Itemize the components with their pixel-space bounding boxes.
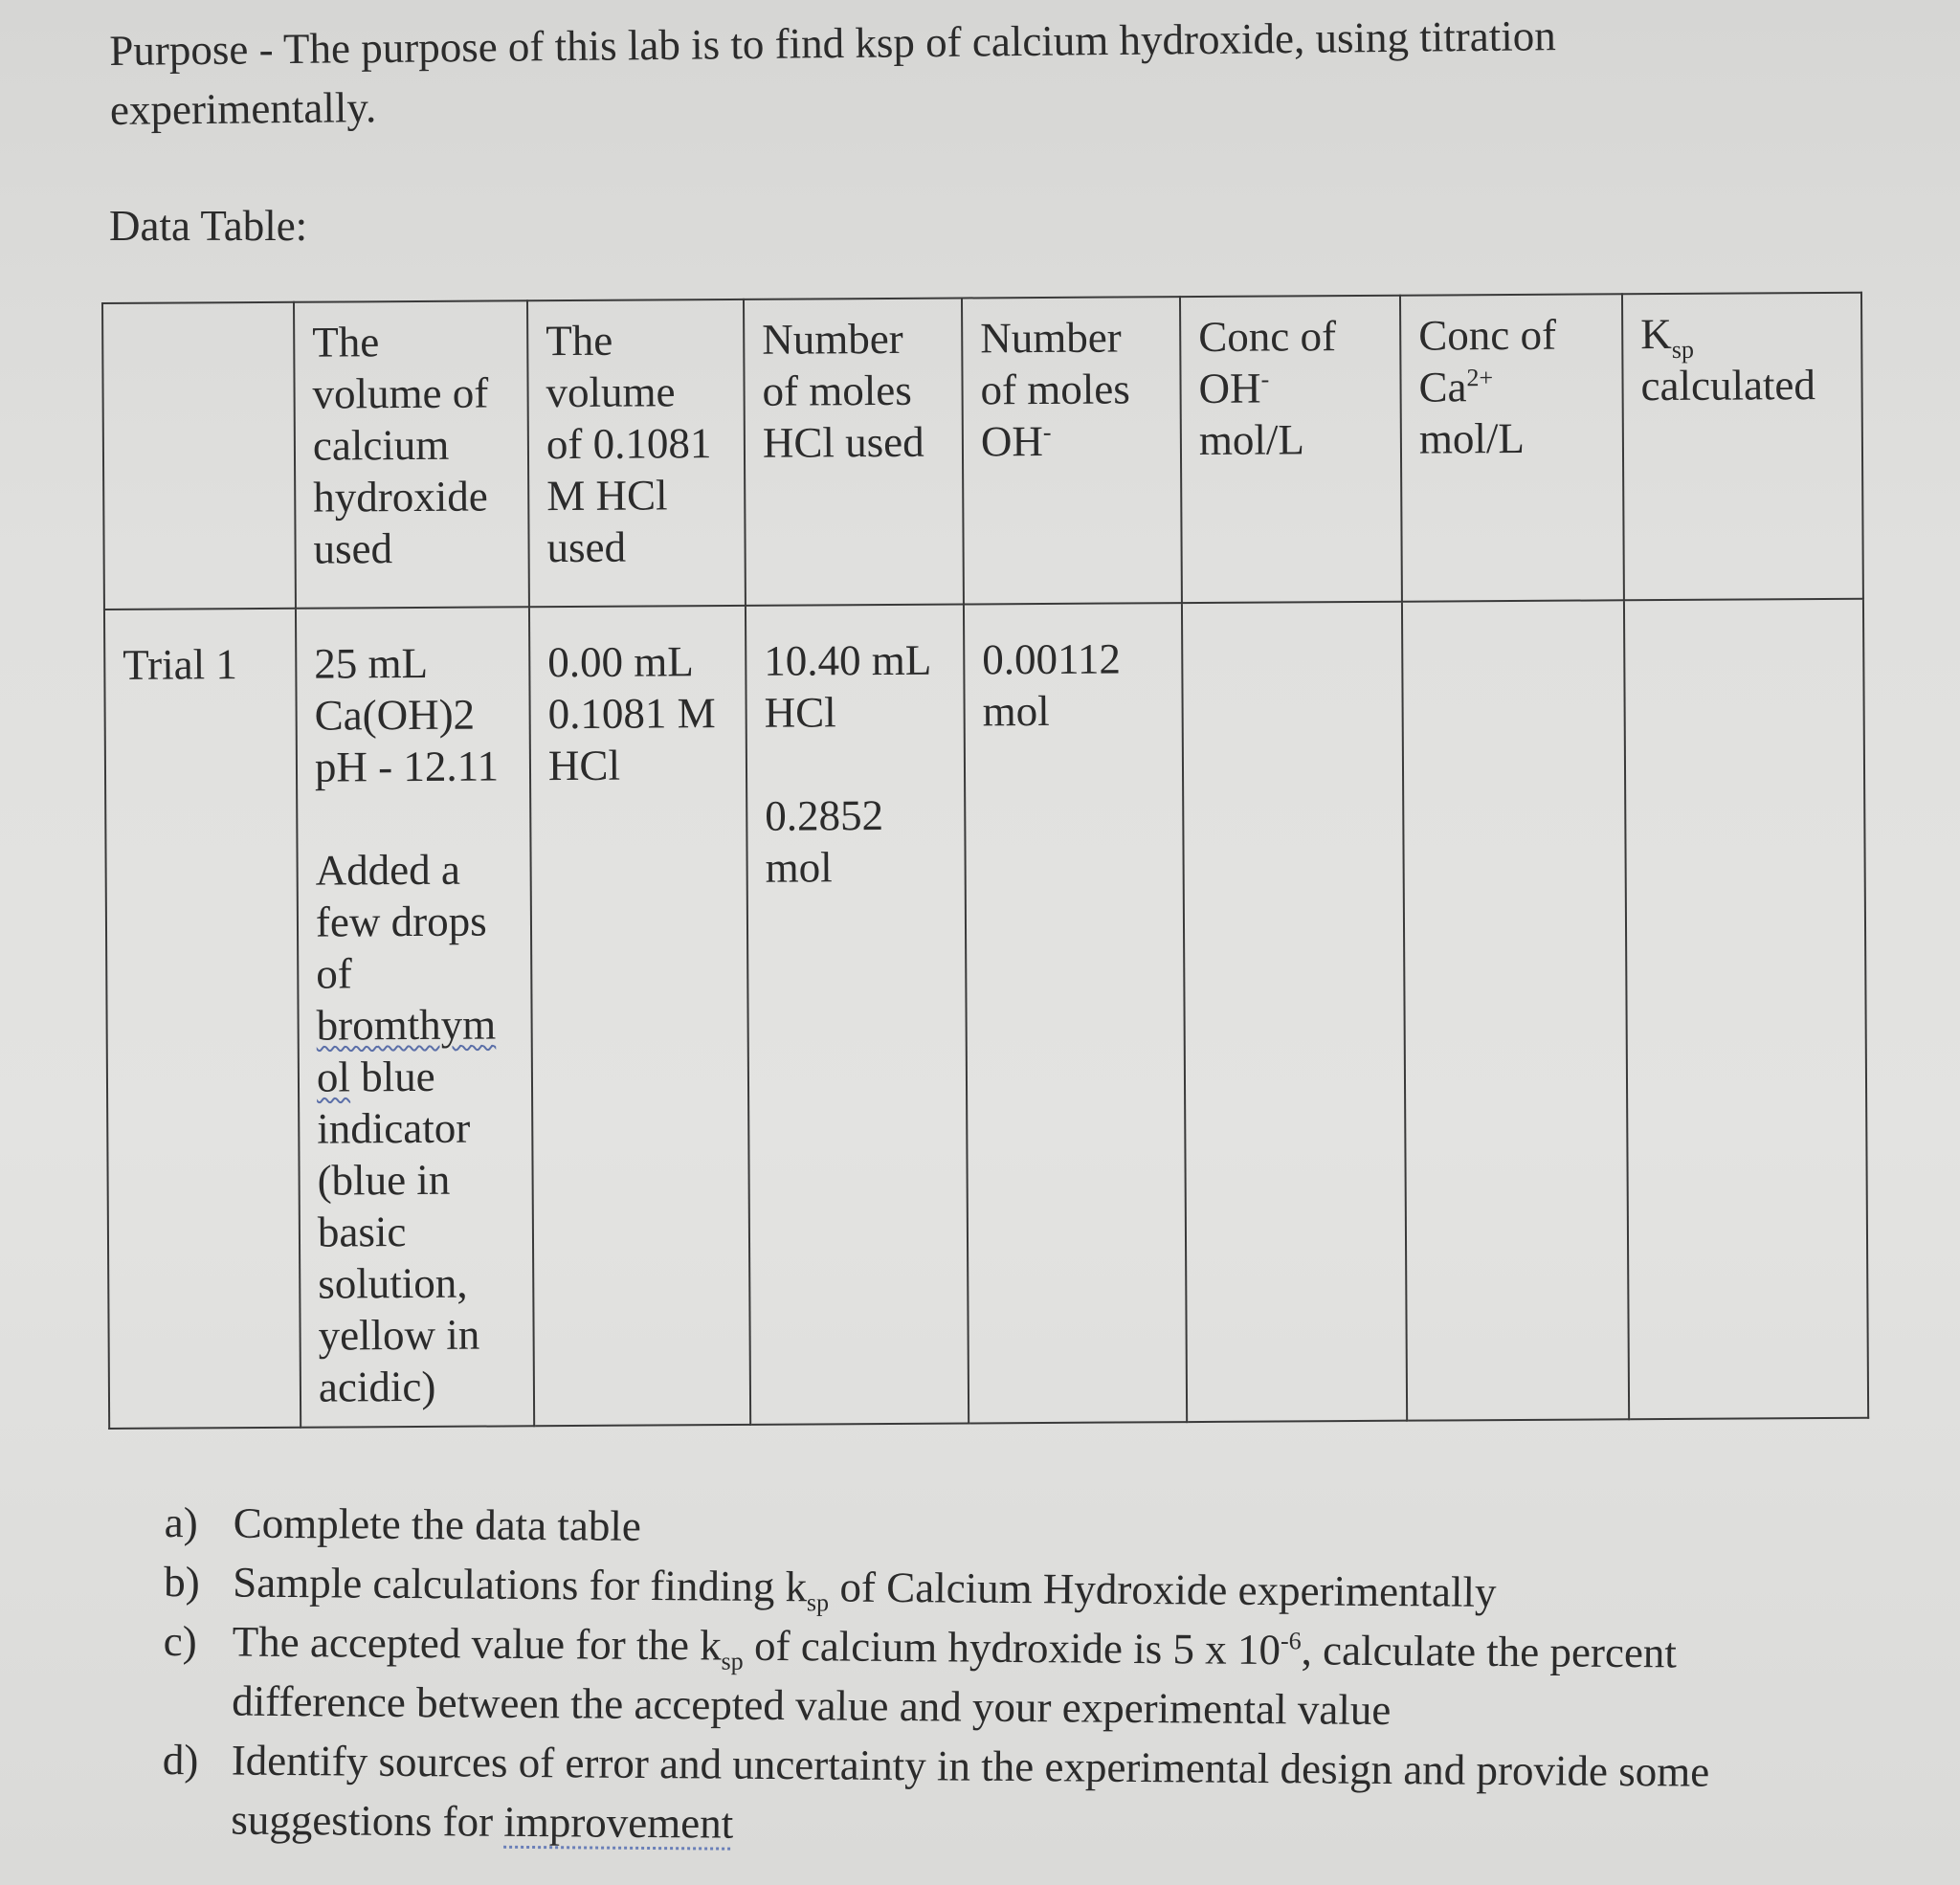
trial-1-conc-oh	[1182, 602, 1407, 1422]
trial-1-conc-ca	[1402, 600, 1629, 1420]
table-header-row	[102, 293, 1863, 610]
purpose-paragraph	[109, 4, 1737, 140]
header-conc-ca: Conc of $Ca^{2+}$ mol/L	[1400, 294, 1624, 601]
trial-1-moles-oh: 0.00112 mol	[964, 603, 1187, 1423]
trial-1-volume-calcium-hydroxide: 25 mL Ca(OH)2 pH - 12.11 Added a few drops of bromthym ol blue indicator (blue in basic solution, yellow in acidic)	[296, 607, 534, 1427]
data-table	[101, 292, 1869, 1430]
header-volume-calcium-hydroxide: The volume of calcium hydroxide used	[294, 300, 529, 608]
header-conc-oh: Conc of OH- mol/L	[1180, 296, 1402, 603]
header-moles-oh: Number of moles OH-	[962, 297, 1182, 604]
misspelled-word-2: ol	[316, 1053, 351, 1101]
misspelled-word-1: bromthym	[316, 1000, 497, 1050]
question-c: c) The accepted value for the $k_{sp}$ of calcium hydroxide is 5 x $10^{-6}$, calculate the percent difference between the accepted value and your experimental value	[163, 1616, 1678, 1735]
purpose-line-1: Purpose - The purpose of this lab is to find ksp of calcium hydroxide, using titration	[109, 11, 1556, 75]
header-cell-empty	[102, 302, 296, 610]
question-list	[162, 1493, 1849, 1862]
trial-1-moles-hcl: 10.40 mL HCl 0.2852 mol	[746, 605, 969, 1425]
trial-1-label: Trial 1	[104, 609, 301, 1429]
header-ksp-calculated: $K_{sp}$ calculated	[1622, 293, 1863, 601]
table-row-trial-1	[104, 599, 1868, 1429]
header-volume-hcl: The volume of 0.1081 M HCl used	[527, 299, 746, 607]
data-table-wrapper	[101, 292, 1869, 1430]
question-b: b) Sample calculations for finding $k_{sp}$ of Calcium Hydroxide experimentally	[164, 1557, 1497, 1617]
trial-1-volume-hcl: 0.00 mL 0.1081 M HCl	[529, 606, 750, 1426]
purpose-line-2: experimentally.	[109, 83, 377, 134]
question-a: a) Complete the data table	[164, 1497, 642, 1550]
header-moles-hcl: Number of moles HCl used	[744, 299, 964, 606]
trial-1-ksp	[1624, 599, 1868, 1420]
data-table-title: Data Table:	[109, 202, 308, 250]
underlined-word: improvement	[503, 1797, 734, 1848]
question-d: d) Identify sources of error and uncertainty in the experimental design and provide some suggestions for improvement	[162, 1735, 1710, 1848]
